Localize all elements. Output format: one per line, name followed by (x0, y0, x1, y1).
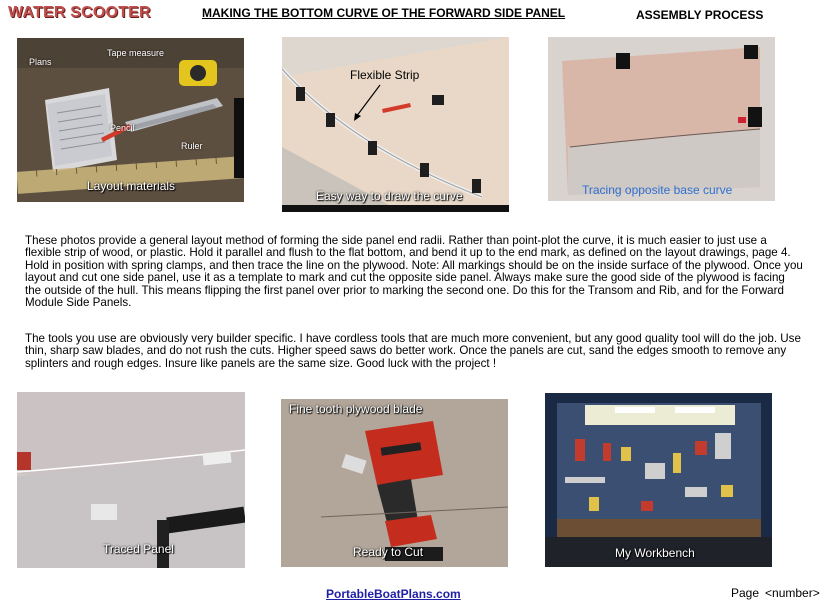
workbench-caption: My Workbench (615, 546, 695, 560)
brand-title: WATER SCOOTER (8, 4, 151, 21)
ready-to-cut-image (281, 399, 508, 567)
workbench-image (545, 393, 772, 567)
photo-traced-panel (17, 392, 245, 568)
saw-blade-annotation: Fine tooth plywood blade (289, 402, 423, 416)
ready-to-cut-caption: Ready to Cut (353, 545, 424, 559)
page-title: MAKING THE BOTTOM CURVE OF THE FORWARD SIDE PANEL (202, 6, 566, 20)
photo-tracing-curve (548, 37, 775, 201)
photo-layout-materials (17, 38, 244, 202)
tracing-curve-caption: Tracing opposite base curve (582, 183, 733, 197)
ruler-label: Ruler (181, 141, 203, 151)
page-label: Page (731, 586, 760, 600)
layout-materials-caption: Layout materials (87, 179, 176, 193)
draw-curve-caption: Easy way to draw the curve (316, 189, 463, 203)
tape-measure-label: Tape measure (107, 48, 165, 58)
pencil-label: Pencil (110, 123, 135, 133)
section-title: ASSEMBLY PROCESS (636, 8, 764, 22)
photo-draw-curve (282, 37, 509, 212)
photo-workbench (545, 393, 772, 567)
traced-panel-caption: Traced Panel (103, 542, 174, 556)
page-number (731, 586, 820, 600)
flexible-strip-annotation: Flexible Strip (350, 68, 420, 82)
page-number-value: <number> (765, 586, 820, 600)
draw-curve-image (282, 37, 509, 212)
website-link[interactable]: PortableBoatPlans.com (326, 587, 461, 601)
tracing-curve-image (548, 37, 775, 201)
instructions-paragraph-2: The tools you use are obviously very builder specific. I have cordless tools that are much more convenient, but any good quality tool will do the job. Use thin, sharp saw blades, and do not rush the cuts. Higher speed saws do better work. Once the panels are cut, sand the edges smooth to remove any splinters and rough edges. Insure like panels are the same size. Good luck with the project ! (25, 332, 801, 370)
plans-label: Plans (29, 57, 52, 67)
photo-ready-to-cut (281, 399, 508, 567)
instructions-paragraph-1: These photos provide a general layout method of forming the side panel end radii. Rather than point-plot the curve, it is much easier to just use a flexible strip of wood, or plastic. Hold it parallel and flush to the flat bottom, and bend it up to the end mark, as defined on the layout drawings, page 4. Hold in position with spring clamps, and then trace the line on the plywood. Note: All markings should be on the inside surface of the plywood. Once you layout and cut one side panel, use it as a template to mark and cut the opposite side panel. Always make sure the good side of the plywood is facing the outside of the hull. This means flipping the first panel over prior to marking the second one. Do this for the Transom and Rib, and for the Forward Module Side Panels. (25, 234, 803, 310)
